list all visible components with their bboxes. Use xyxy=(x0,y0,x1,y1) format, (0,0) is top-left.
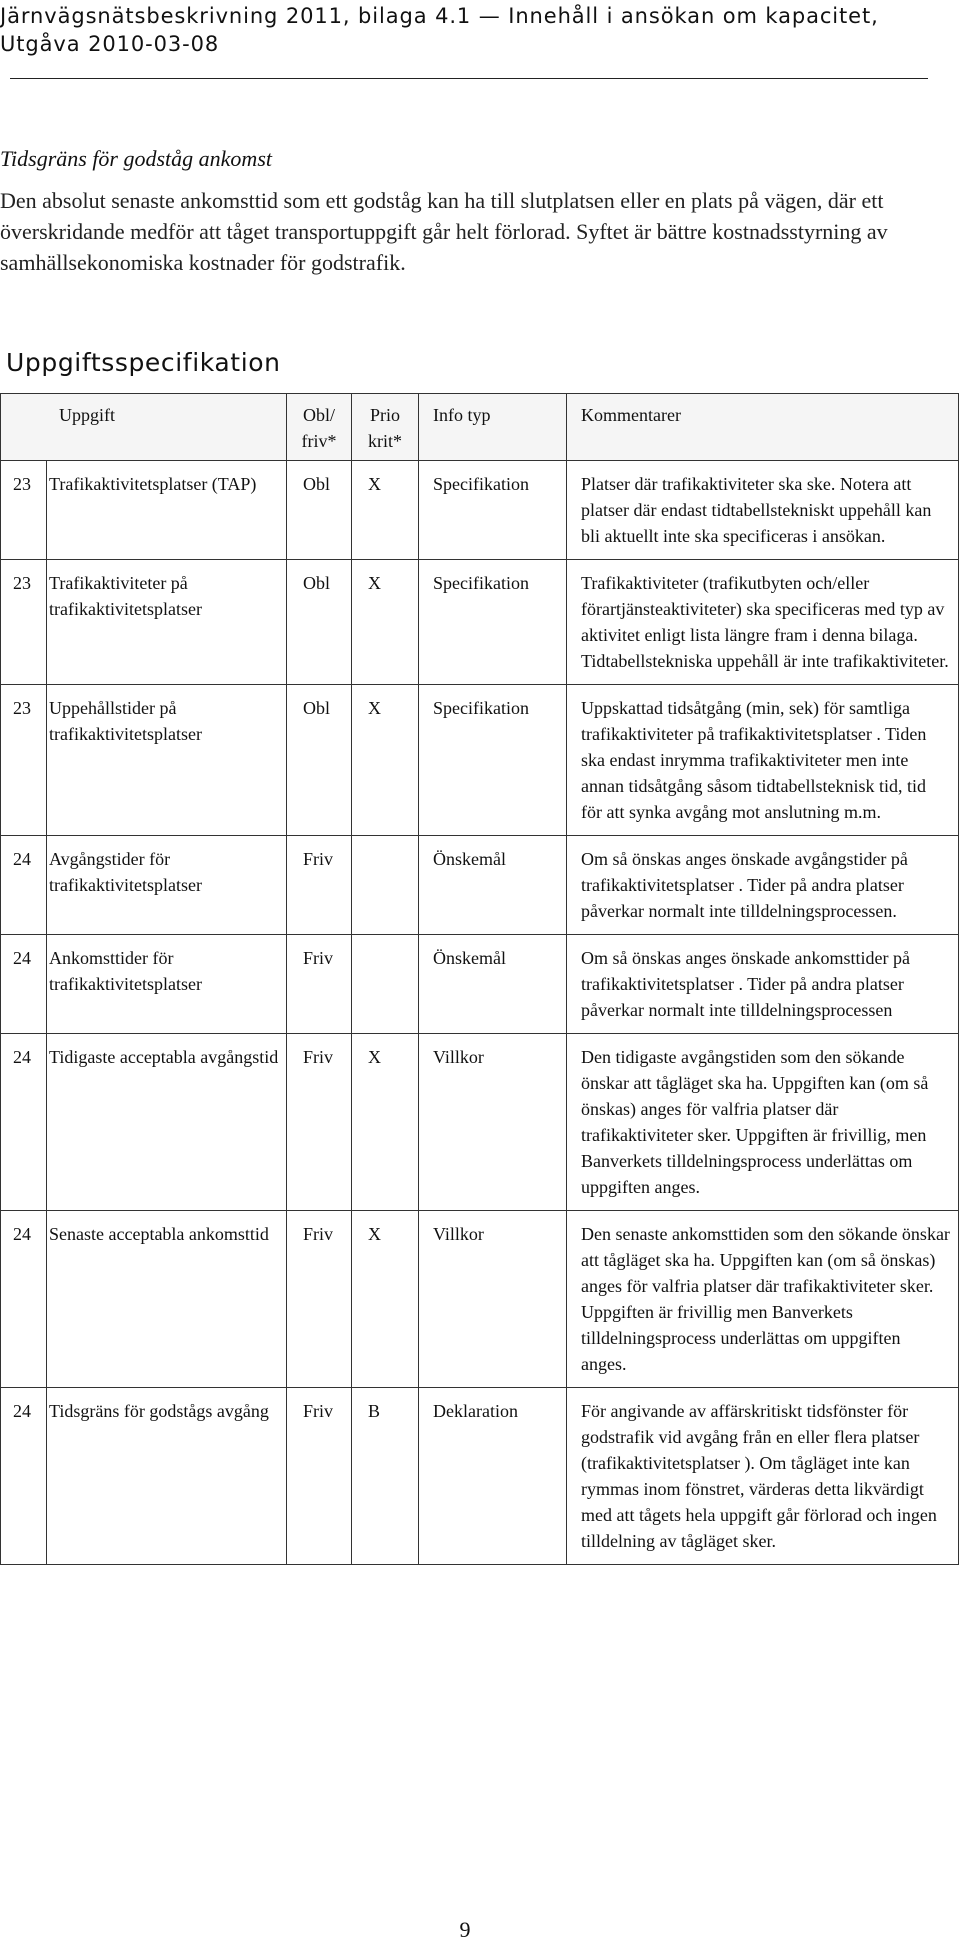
table-row xyxy=(1,1211,959,1388)
table-row xyxy=(1,935,959,1034)
table-row xyxy=(1,1388,959,1565)
document-header xyxy=(0,2,960,58)
page-number: 9 xyxy=(459,1917,471,1942)
row-info: Villkor xyxy=(419,1211,567,1388)
row-info: Deklaration xyxy=(419,1388,567,1565)
row-name: Trafikaktivitetsplatser (TAP) xyxy=(47,461,287,560)
row-comment: Den senaste ankomsttiden som den sökande önskar att tågläget ska ha. Uppgiften kan (om så önskas) anges för valfria platser där trafikaktiviteter sker. Uppgiften är frivillig men Banverkets tilldelningsprocess underlättas om uppgiften anges. xyxy=(567,1211,959,1388)
row-comment: Om så önskas anges önskade ankomsttider på trafikaktivitetsplatser . Tider på andra platser påverkar normalt inte tilldelningsprocessen xyxy=(567,935,959,1034)
header-obl-friv: Obl/ friv* xyxy=(287,394,352,461)
row-obl: Obl xyxy=(287,560,352,685)
row-name: Tidsgräns för godstågs avgång xyxy=(47,1388,287,1565)
row-name: Ankomsttider för trafikaktivitetsplatser xyxy=(47,935,287,1034)
header-rule xyxy=(10,78,928,79)
row-name: Senaste acceptabla ankomsttid xyxy=(47,1211,287,1388)
header-info-typ: Info typ xyxy=(419,394,567,461)
row-obl: Obl xyxy=(287,461,352,560)
row-number: 23 xyxy=(1,560,47,685)
row-number: 23 xyxy=(1,685,47,836)
row-name: Avgångstider för trafikaktivitetsplatser xyxy=(47,836,287,935)
row-obl: Friv xyxy=(287,935,352,1034)
row-prio: X xyxy=(352,560,419,685)
row-comment: För angivande av affärskritiskt tidsfönster för godstrafik vid avgång från en eller flera platser (trafikaktivitetsplatser ). Om tågläget inte kan rymmas inom fönstret, värderas detta likvärdigt med att tågets hela uppgift går förlorad och ingen tilldelning av tågläget sker. xyxy=(567,1388,959,1565)
row-comment: Uppskattad tidsåtgång (min, sek) för samtliga trafikaktiviteter på trafikaktivitetsplatser . Tiden ska endast inrymma trafikaktiviteter men inte annan tidsåtgång såsom tidtabellsteknisk tid, tid för att synka avgång mot anslutning m.m. xyxy=(567,685,959,836)
section-title: Tidsgräns för godståg ankomst xyxy=(0,146,272,171)
row-obl: Friv xyxy=(287,836,352,935)
header-prio-krit: Prio krit* xyxy=(352,394,419,461)
table-row xyxy=(1,685,959,836)
row-info: Önskemål xyxy=(419,935,567,1034)
row-number: 24 xyxy=(1,935,47,1034)
row-comment: Platser där trafikaktiviteter ska ske. Notera att platser där endast tidtabellstekniskt uppehåll kan bli aktuellt inte ska specificeras i ansökan. xyxy=(567,461,959,560)
row-info: Önskemål xyxy=(419,836,567,935)
row-prio xyxy=(352,935,419,1034)
row-name: Trafikaktiviteter på trafikaktivitetsplatser xyxy=(47,560,287,685)
table-row xyxy=(1,836,959,935)
row-comment: Trafikaktiviteter (trafikutbyten och/eller förartjänsteaktiviteter) ska specificeras med typ av aktivitet enligt lista längre fram i denna bilaga. Tidtabellstekniska uppehåll är inte trafikaktiviteter. xyxy=(567,560,959,685)
table-row xyxy=(1,560,959,685)
row-prio: X xyxy=(352,461,419,560)
header-line-1: Järnvägsnätsbeskrivning 2011, bilaga 4.1 — Innehåll i ansökan om kapacitet, xyxy=(0,4,879,28)
spec-heading: Uppgiftsspecifikation xyxy=(6,348,281,377)
row-prio: X xyxy=(352,1034,419,1211)
spec-table xyxy=(0,393,959,1565)
row-info: Specifikation xyxy=(419,560,567,685)
header-line-2: Utgåva 2010-03-08 xyxy=(0,32,220,56)
table-row xyxy=(1,461,959,560)
row-name: Uppehållstider på trafikaktivitetsplatser xyxy=(47,685,287,836)
row-obl: Friv xyxy=(287,1388,352,1565)
row-comment: Den tidigaste avgångstiden som den sökande önskar att tågläget ska ha. Uppgiften kan (om så önskas) anges för valfria platser där trafikaktiviteter sker. Uppgiften är frivillig, men Banverkets tilldelningsprocess underlättas om uppgiften anges. xyxy=(567,1034,959,1211)
row-prio: B xyxy=(352,1388,419,1565)
row-number: 24 xyxy=(1,1388,47,1565)
row-obl: Friv xyxy=(287,1034,352,1211)
row-prio xyxy=(352,836,419,935)
header-uppgift: Uppgift xyxy=(1,394,287,461)
table-header-row xyxy=(1,394,959,461)
row-info: Villkor xyxy=(419,1034,567,1211)
row-prio: X xyxy=(352,1211,419,1388)
row-obl: Obl xyxy=(287,685,352,836)
header-kommentarer: Kommentarer xyxy=(567,394,959,461)
row-name: Tidigaste acceptabla avgångstid xyxy=(47,1034,287,1211)
row-info: Specifikation xyxy=(419,685,567,836)
row-number: 24 xyxy=(1,836,47,935)
row-comment: Om så önskas anges önskade avgångstider på trafikaktivitetsplatser . Tider på andra platser påverkar normalt inte tilldelningsprocessen. xyxy=(567,836,959,935)
row-obl: Friv xyxy=(287,1211,352,1388)
row-number: 24 xyxy=(1,1211,47,1388)
section-paragraph: Den absolut senaste ankomsttid som ett godståg kan ha till slutplatsen eller en plats på vägen, där ett överskridande medför att tåget transportuppgift går helt förlorad. Syftet är bättre kostnadsstyrning av samhällsekonomiska kostnader för godstrafik. xyxy=(0,188,888,275)
row-number: 23 xyxy=(1,461,47,560)
row-number: 24 xyxy=(1,1034,47,1211)
row-info: Specifikation xyxy=(419,461,567,560)
table-row xyxy=(1,1034,959,1211)
row-prio: X xyxy=(352,685,419,836)
